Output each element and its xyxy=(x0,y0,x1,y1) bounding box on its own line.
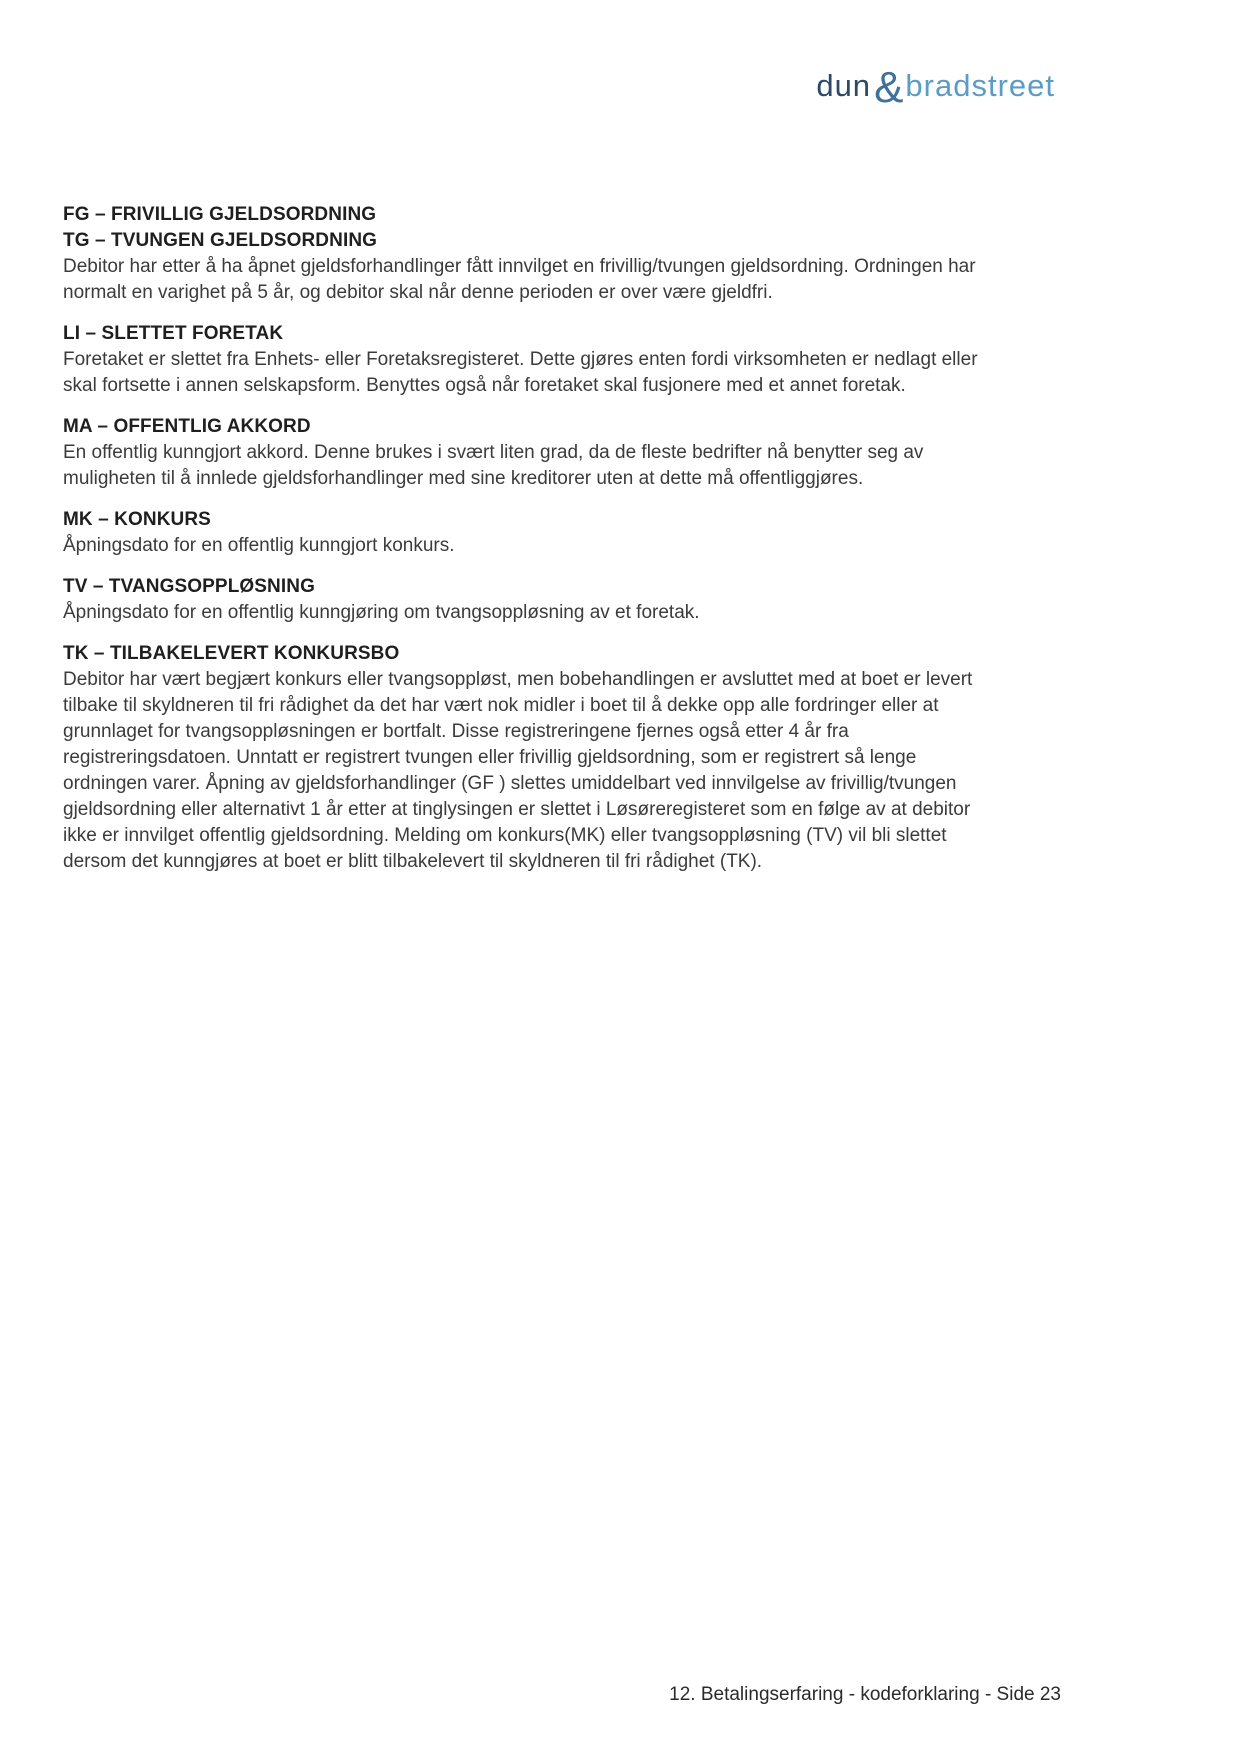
section-body-mk: Åpningsdato for en offentlig kunngjort konkurs. xyxy=(63,535,455,556)
section-body-tv: Åpningsdato for en offentlig kunngjøring om tvangsoppløsning av et foretak. xyxy=(63,602,700,623)
section-fg-tg xyxy=(63,202,988,306)
section-heading-tv: TV – TVANGSOPPLØSNING xyxy=(63,576,315,597)
dun-bradstreet-logo xyxy=(816,63,1055,112)
section-body-fg-tg: Debitor har etter å ha åpnet gjeldsforhandlinger fått innvilget en frivillig/tvungen gjeldsordning. Ordningen har normalt en varighet på 5 år, og debitor skal når denne perioden er over være gjeldfri. xyxy=(63,256,976,303)
section-tv xyxy=(63,574,988,626)
document-body xyxy=(63,202,988,890)
section-heading-mk: MK – KONKURS xyxy=(63,509,211,530)
logo-text-dun: dun xyxy=(816,68,872,103)
page-footer-text: 12. Betalingserfaring - kodeforklaring - Side 23 xyxy=(669,1684,1061,1705)
section-tk xyxy=(63,641,988,875)
section-li xyxy=(63,321,988,399)
logo-text-bradstreet: bradstreet xyxy=(905,68,1055,103)
header xyxy=(0,0,1241,140)
section-heading-ma: MA – OFFENTLIG AKKORD xyxy=(63,416,311,437)
section-body-tk: Debitor har vært begjært konkurs eller tvangsoppløst, men bobehandlingen er avsluttet med at boet er levert tilbake til skyldneren til fri rådighet da det har vært nok midler i boet til å dekke opp alle fordringer eller at grunnlaget for tvangsoppløsningen er bortfalt. Disse registreringene fjernes også etter 4 år fra registreringsdatoen. Unntatt er registrert tvungen eller frivillig gjeldsordning, som er registrert så lenge ordningen varer. Åpning av gjeldsforhandlinger (GF ) slettes umiddelbart ved innvilgelse av frivillig/tvungen gjeldsordning eller alternativt 1 år etter at tinglysingen er slettet i Løsøreregisteret som en følge av at debitor ikke er innvilget offentlig gjeldsordning. Melding om konkurs(MK) eller tvangsoppløsning (TV) vil bli slettet dersom det kunngjøres at boet er blitt tilbakelevert til skyldneren til fri rådighet (TK). xyxy=(63,669,973,872)
page-footer xyxy=(669,1682,1061,1708)
section-body-ma: En offentlig kunngjort akkord. Denne brukes i svært liten grad, da de fleste bedrifter nå benytter seg av muligheten til å innlede gjeldsforhandlinger med sine kreditorer uten at dette må offentliggjøres. xyxy=(63,442,924,489)
section-ma xyxy=(63,414,988,492)
section-heading-fg: FG – FRIVILLIG GJELDSORDNING xyxy=(63,204,377,225)
logo-ampersand-icon: & xyxy=(874,63,905,112)
section-heading-li: LI – SLETTET FORETAK xyxy=(63,323,284,344)
section-heading-tg: TG – TVUNGEN GJELDSORDNING xyxy=(63,230,378,251)
section-mk xyxy=(63,507,988,559)
section-body-li: Foretaket er slettet fra Enhets- eller Foretaksregisteret. Dette gjøres enten fordi virksomheten er nedlagt eller skal fortsette i annen selskapsform. Benyttes også når foretaket skal fusjonere med et annet foretak. xyxy=(63,349,978,396)
section-heading-tk: TK – TILBAKELEVERT KONKURSBO xyxy=(63,643,400,664)
